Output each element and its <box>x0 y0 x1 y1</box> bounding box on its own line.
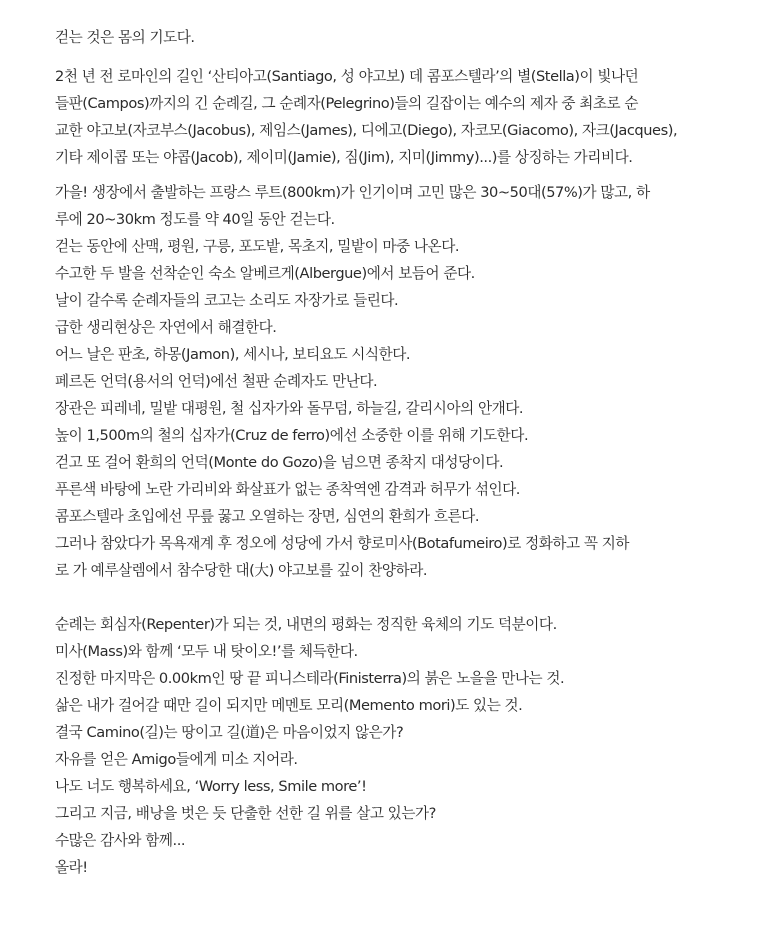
text-line: 장관은 피레네, 밀밭 대평원, 철 십자가와 돌무덤, 하늘길, 갈리시아의 안개다. <box>55 400 524 417</box>
text-line: 걷고 또 걸어 환희의 언덕(Monte do Gozo)을 넘으면 종착지 대성당이다. <box>55 454 504 471</box>
text-line: 어느 날은 판초, 하몽(Jamon), 세시나, 보티요도 시식한다. <box>55 346 411 363</box>
text-line: 걷는 동안에 산맥, 평원, 구릉, 포도밭, 목초지, 밀밭이 마중 나온다. <box>55 238 460 255</box>
text-line: 올라! <box>55 859 88 876</box>
text-line: 날이 갈수록 순례자들의 코고는 소리도 자장가로 들린다. <box>55 292 399 309</box>
paragraph-gap <box>55 171 735 179</box>
text-line: 그리고 지금, 배낭을 벗은 듯 단출한 선한 길 위를 살고 있는가? <box>55 805 436 822</box>
text-line: 급한 생리현상은 자연에서 해결한다. <box>55 319 277 336</box>
text-line: 걷는 것은 몸의 기도다. <box>55 29 195 46</box>
text-line: 기타 제이콥 또는 야콥(Jacob), 제이미(Jamie), 짐(Jim), 지미(Jimmy)...)를 상징하는 가리비다. <box>55 149 633 166</box>
paragraph-gap <box>55 584 735 611</box>
text-line: 콤포스텔라 초입에선 무릎 꿇고 오열하는 장면, 심연의 환희가 흐른다. <box>55 508 480 525</box>
text-line: 나도 너도 행복하세요, ‘Worry less, Smile more’! <box>55 778 367 795</box>
paragraph-history <box>55 63 735 171</box>
text-line: 수고한 두 발을 선착순인 숙소 알베르게(Albergue)에서 보듬어 준다. <box>55 265 475 282</box>
text-line: 높이 1,500m의 철의 십자가(Cruz de ferro)에선 소중한 이를 위해 기도한다. <box>55 427 529 444</box>
text-line: 가을! 생장에서 출발하는 프랑스 루트(800km)가 인기이며 고민 많은 30~50대(57%)가 많고, 하 <box>55 184 650 201</box>
text-line: 그러나 참았다가 목욕재계 후 정오에 성당에 가서 향로미사(Botafumeiro)로 정화하고 꼭 지하 <box>55 535 630 552</box>
text-line: 2천 년 전 로마인의 길인 ‘산티아고(Santiago, 성 야고보) 데 콤포스텔라’의 별(Stella)이 빛나던 <box>55 68 639 85</box>
text-line: 자유를 얻은 Amigo들에게 미소 지어라. <box>55 751 298 768</box>
paragraph-journey <box>55 179 735 584</box>
text-line: 교한 야고보(자코부스(Jacobus), 제임스(James), 디에고(Diego), 자코모(Giacomo), 자크(Jacques), <box>55 122 678 139</box>
text-line: 결국 Camino(길)는 땅이고 길(道)은 마음이었지 않은가? <box>55 724 404 741</box>
paragraph-gap <box>55 51 735 63</box>
text-line: 페르돈 언덕(용서의 언덕)에선 철판 순례자도 만난다. <box>55 373 378 390</box>
article-body <box>55 24 735 881</box>
text-line: 푸른색 바탕에 노란 가리비와 화살표가 없는 종착역엔 감격과 허무가 섞인다. <box>55 481 520 498</box>
text-line: 로 가 예루살렘에서 참수당한 대(大) 야고보를 깊이 찬양하라. <box>55 562 428 579</box>
text-line: 수많은 감사와 함께... <box>55 832 186 849</box>
text-line: 삶은 내가 걸어갈 때만 길이 되지만 메멘토 모리(Memento mori)도 있는 것. <box>55 697 523 714</box>
text-line: 순례는 회심자(Repenter)가 되는 것, 내면의 평화는 정직한 육체의 기도 덕분이다. <box>55 616 557 633</box>
paragraph-reflection <box>55 611 735 881</box>
text-line: 루에 20~30km 정도를 약 40일 동안 걷는다. <box>55 211 335 228</box>
text-line: 미사(Mass)와 함께 ‘모두 내 탓이오!’를 체득한다. <box>55 643 358 660</box>
text-line: 들판(Campos)까지의 긴 순례길, 그 순례자(Pelegrino)들의 길잡이는 예수의 제자 중 최초로 순 <box>55 95 639 112</box>
opening-line <box>55 24 735 51</box>
text-line: 진정한 마지막은 0.00km인 땅 끝 피니스테라(Finisterra)의 붉은 노을을 만나는 것. <box>55 670 565 687</box>
